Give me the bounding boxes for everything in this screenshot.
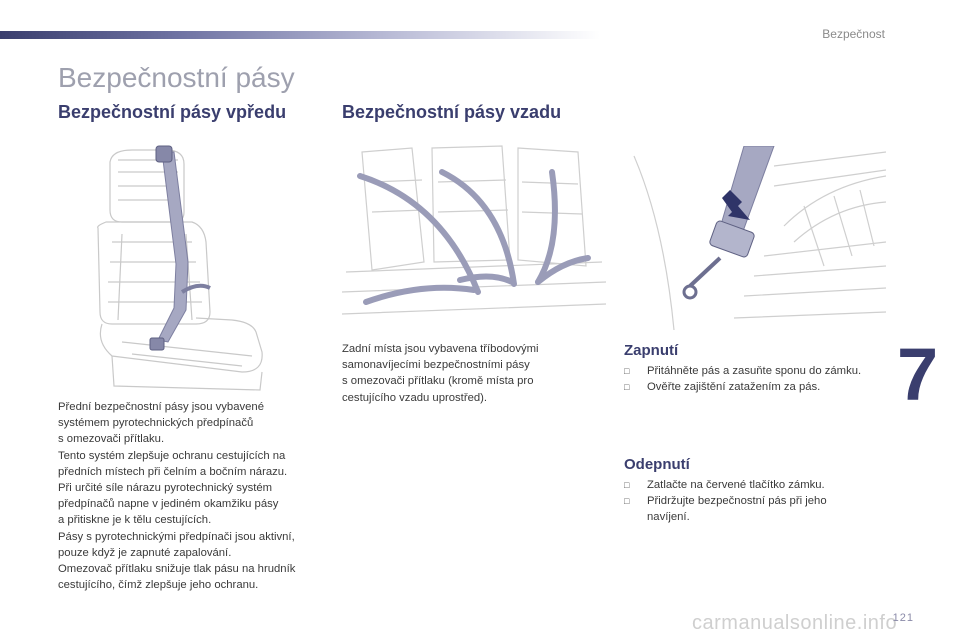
front-text-line: Přední bezpečnostní pásy jsou vybavené (58, 401, 264, 413)
list-item: □ Zatlačte na červené tlačítko zámku. (624, 477, 869, 493)
front-text-line: předpínačů napne v jediném okamžiku pásy (58, 498, 279, 511)
front-text-line: systémem pyrotechnických předpínačů (58, 417, 254, 430)
rear-text-line: s omezovači přítlaku (kromě místa pro (342, 375, 534, 388)
rear-text-line: Zadní místa jsou vybavena tříbodovými (342, 343, 539, 355)
section-label: Bezpečnost (822, 27, 885, 41)
unfasten-heading: Odepnutí (624, 456, 690, 473)
front-text-line: Při určité síle nárazu pyrotechnický systém (58, 482, 273, 495)
rear-seat-illustration (342, 142, 606, 332)
list-item: □ Přitáhněte pás a zasuňte sponu do zámku. (624, 363, 894, 379)
front-seat-illustration (92, 142, 272, 394)
header-gradient-bar (0, 31, 600, 39)
chapter-number: 7 (897, 333, 939, 416)
front-text-line: a přitiskne je k tělu cestujících. (58, 514, 212, 527)
watermark: carmanualsonline.info (692, 612, 898, 634)
front-text-line: pouze když je zapnuté zapalování. (58, 546, 232, 559)
rear-text-line: samonavíjecími bezpečnostními pásy (342, 359, 530, 372)
front-text-line: cestujícího, čímž zlepšuje jeho ochranu. (58, 579, 259, 592)
unfasten-list (624, 477, 869, 526)
front-belts-heading: Bezpečnostní pásy vpředu (58, 102, 287, 122)
front-text-line: Tento systém zlepšuje ochranu cestujících na (58, 449, 286, 462)
front-belts-text (58, 399, 328, 593)
fasten-list (624, 363, 894, 395)
list-item: □ Přidržujte bezpečnostní pás při jeho navíjení. (624, 493, 869, 525)
buckle-illustration (624, 146, 886, 330)
rear-belts-text (342, 341, 602, 406)
rear-belts-heading: Bezpečnostní pásy vzadu (342, 102, 562, 122)
fasten-heading: Zapnutí (624, 342, 679, 359)
front-text-line: Omezovač přítlaku snižuje tlak pásu na hrudník (58, 563, 296, 576)
page-title: Bezpečnostní pásy (58, 62, 295, 93)
front-text-line: předních místech při čelním a bočním nárazu. (58, 465, 288, 478)
front-text-line: s omezovači přítlaku. (58, 433, 165, 446)
page-number: 121 (892, 612, 914, 624)
front-text-line: Pásy s pyrotechnickými předpínači jsou aktivní, (58, 530, 295, 543)
rear-text-line: cestujícího vzadu uprostřed). (342, 391, 488, 404)
list-item: □ Ověřte zajištění zatažením za pás. (624, 379, 894, 395)
